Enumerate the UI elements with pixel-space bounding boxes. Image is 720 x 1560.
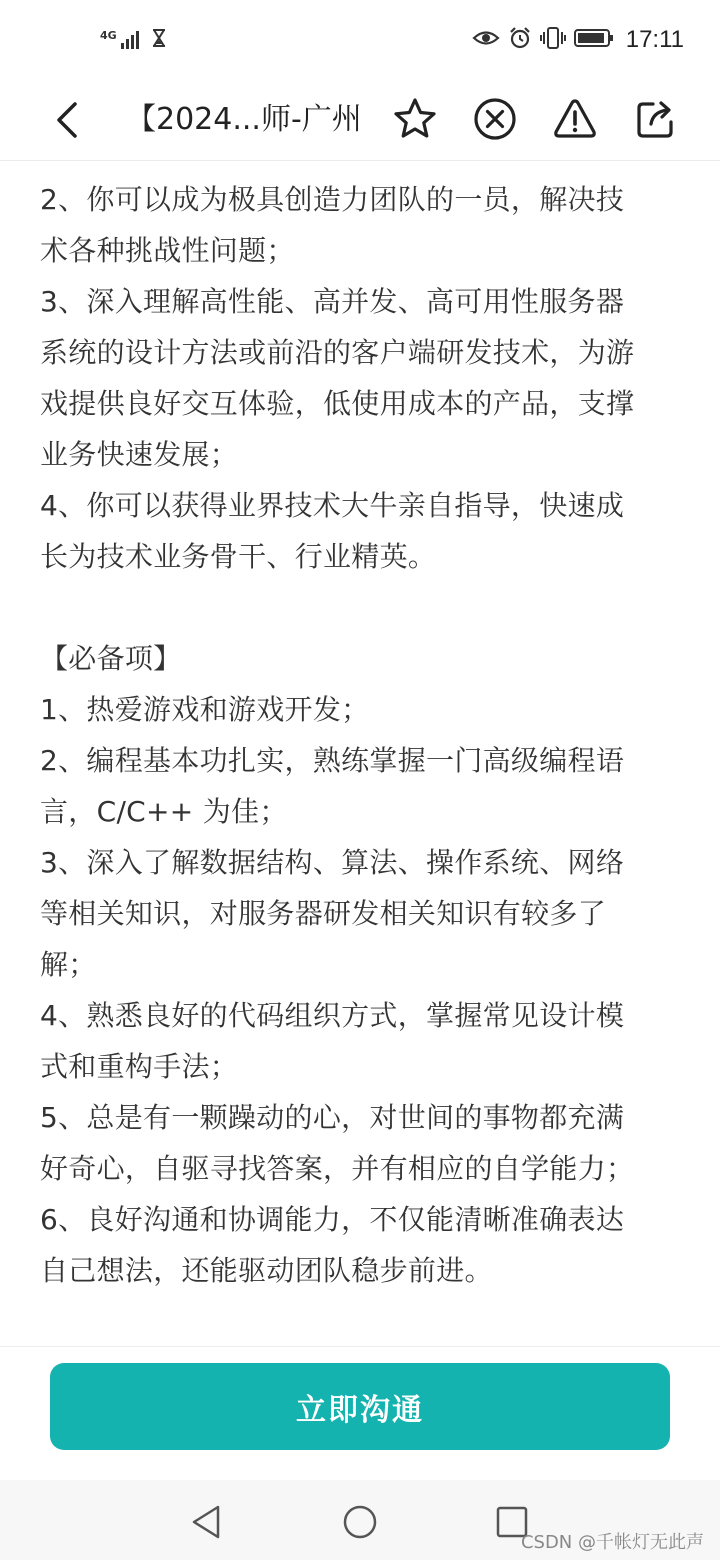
job-description-lines [40,174,680,1296]
eye-icon [472,27,500,53]
watermark: CSDN @千帐灯无此声 [520,1532,704,1553]
back-triangle-icon [188,1503,224,1541]
description-line [40,582,680,633]
description-line: 等相关知识，对服务器研发相关知识有较多了 [40,897,607,930]
description-line: 戏提供良好交互体验，低使用成本的产品，支撑 [40,387,635,420]
description-line: 长为技术业务骨干、行业精英。 [40,540,437,573]
description-line: 解； [40,948,97,981]
description-line: 式和重构手法； [40,1050,239,1083]
description-line: 术各种挑战性问题； [40,234,295,267]
home-circle-icon [341,1503,379,1541]
description-line: 好奇心，自驱寻找答案，并有相应的自学能力； [40,1152,635,1185]
description-line: 【必备项】 [40,642,182,675]
chat-now-button[interactable]: 立即沟通 [50,1363,670,1450]
description-line: 2、你可以成为极具创造力团队的一员，解决技 [40,183,625,216]
page-title: 【2024...师-广州 [126,102,362,137]
description-line: 3、深入理解高性能、高并发、高可用性服务器 [40,285,625,318]
description-line: 系统的设计方法或前沿的客户端研发技术，为游 [40,336,635,369]
description-line: 言，C/C++ 为佳； [40,795,288,828]
system-home-button[interactable] [338,1500,382,1544]
description-line: 5、总是有一颗躁动的心，对世间的事物都充满 [40,1101,625,1134]
status-bar [0,0,720,82]
hourglass-icon [151,28,167,52]
bottom-action-bar [0,1346,720,1481]
battery-icon [574,27,614,53]
status-left [100,26,167,54]
signal-icon [100,29,145,51]
description-line: 自己想法，还能驱动团队稳步前进。 [40,1254,493,1287]
description-line: 6、良好沟通和协调能力，不仅能清晰准确表达 [40,1203,625,1236]
network-type: 4G [100,29,117,42]
description-line: 业务快速发展； [40,438,239,471]
job-description[interactable] [40,130,680,1340]
description-line: 4、你可以获得业界技术大牛亲自指导，快速成 [40,489,625,522]
description-line: 1、热爱游戏和游戏开发； [40,693,370,726]
system-back-button[interactable] [184,1500,228,1544]
alarm-icon [508,26,532,54]
description-line: 4、熟悉良好的代码组织方式，掌握常见设计模 [40,999,625,1032]
status-right [472,24,684,56]
description-line: 2、编程基本功扎实，熟练掌握一门高级编程语 [40,744,625,777]
clock-time: 17:11 [625,26,684,53]
description-line: 3、深入了解数据结构、算法、操作系统、网络 [40,846,625,879]
vibrate-icon [540,26,566,54]
